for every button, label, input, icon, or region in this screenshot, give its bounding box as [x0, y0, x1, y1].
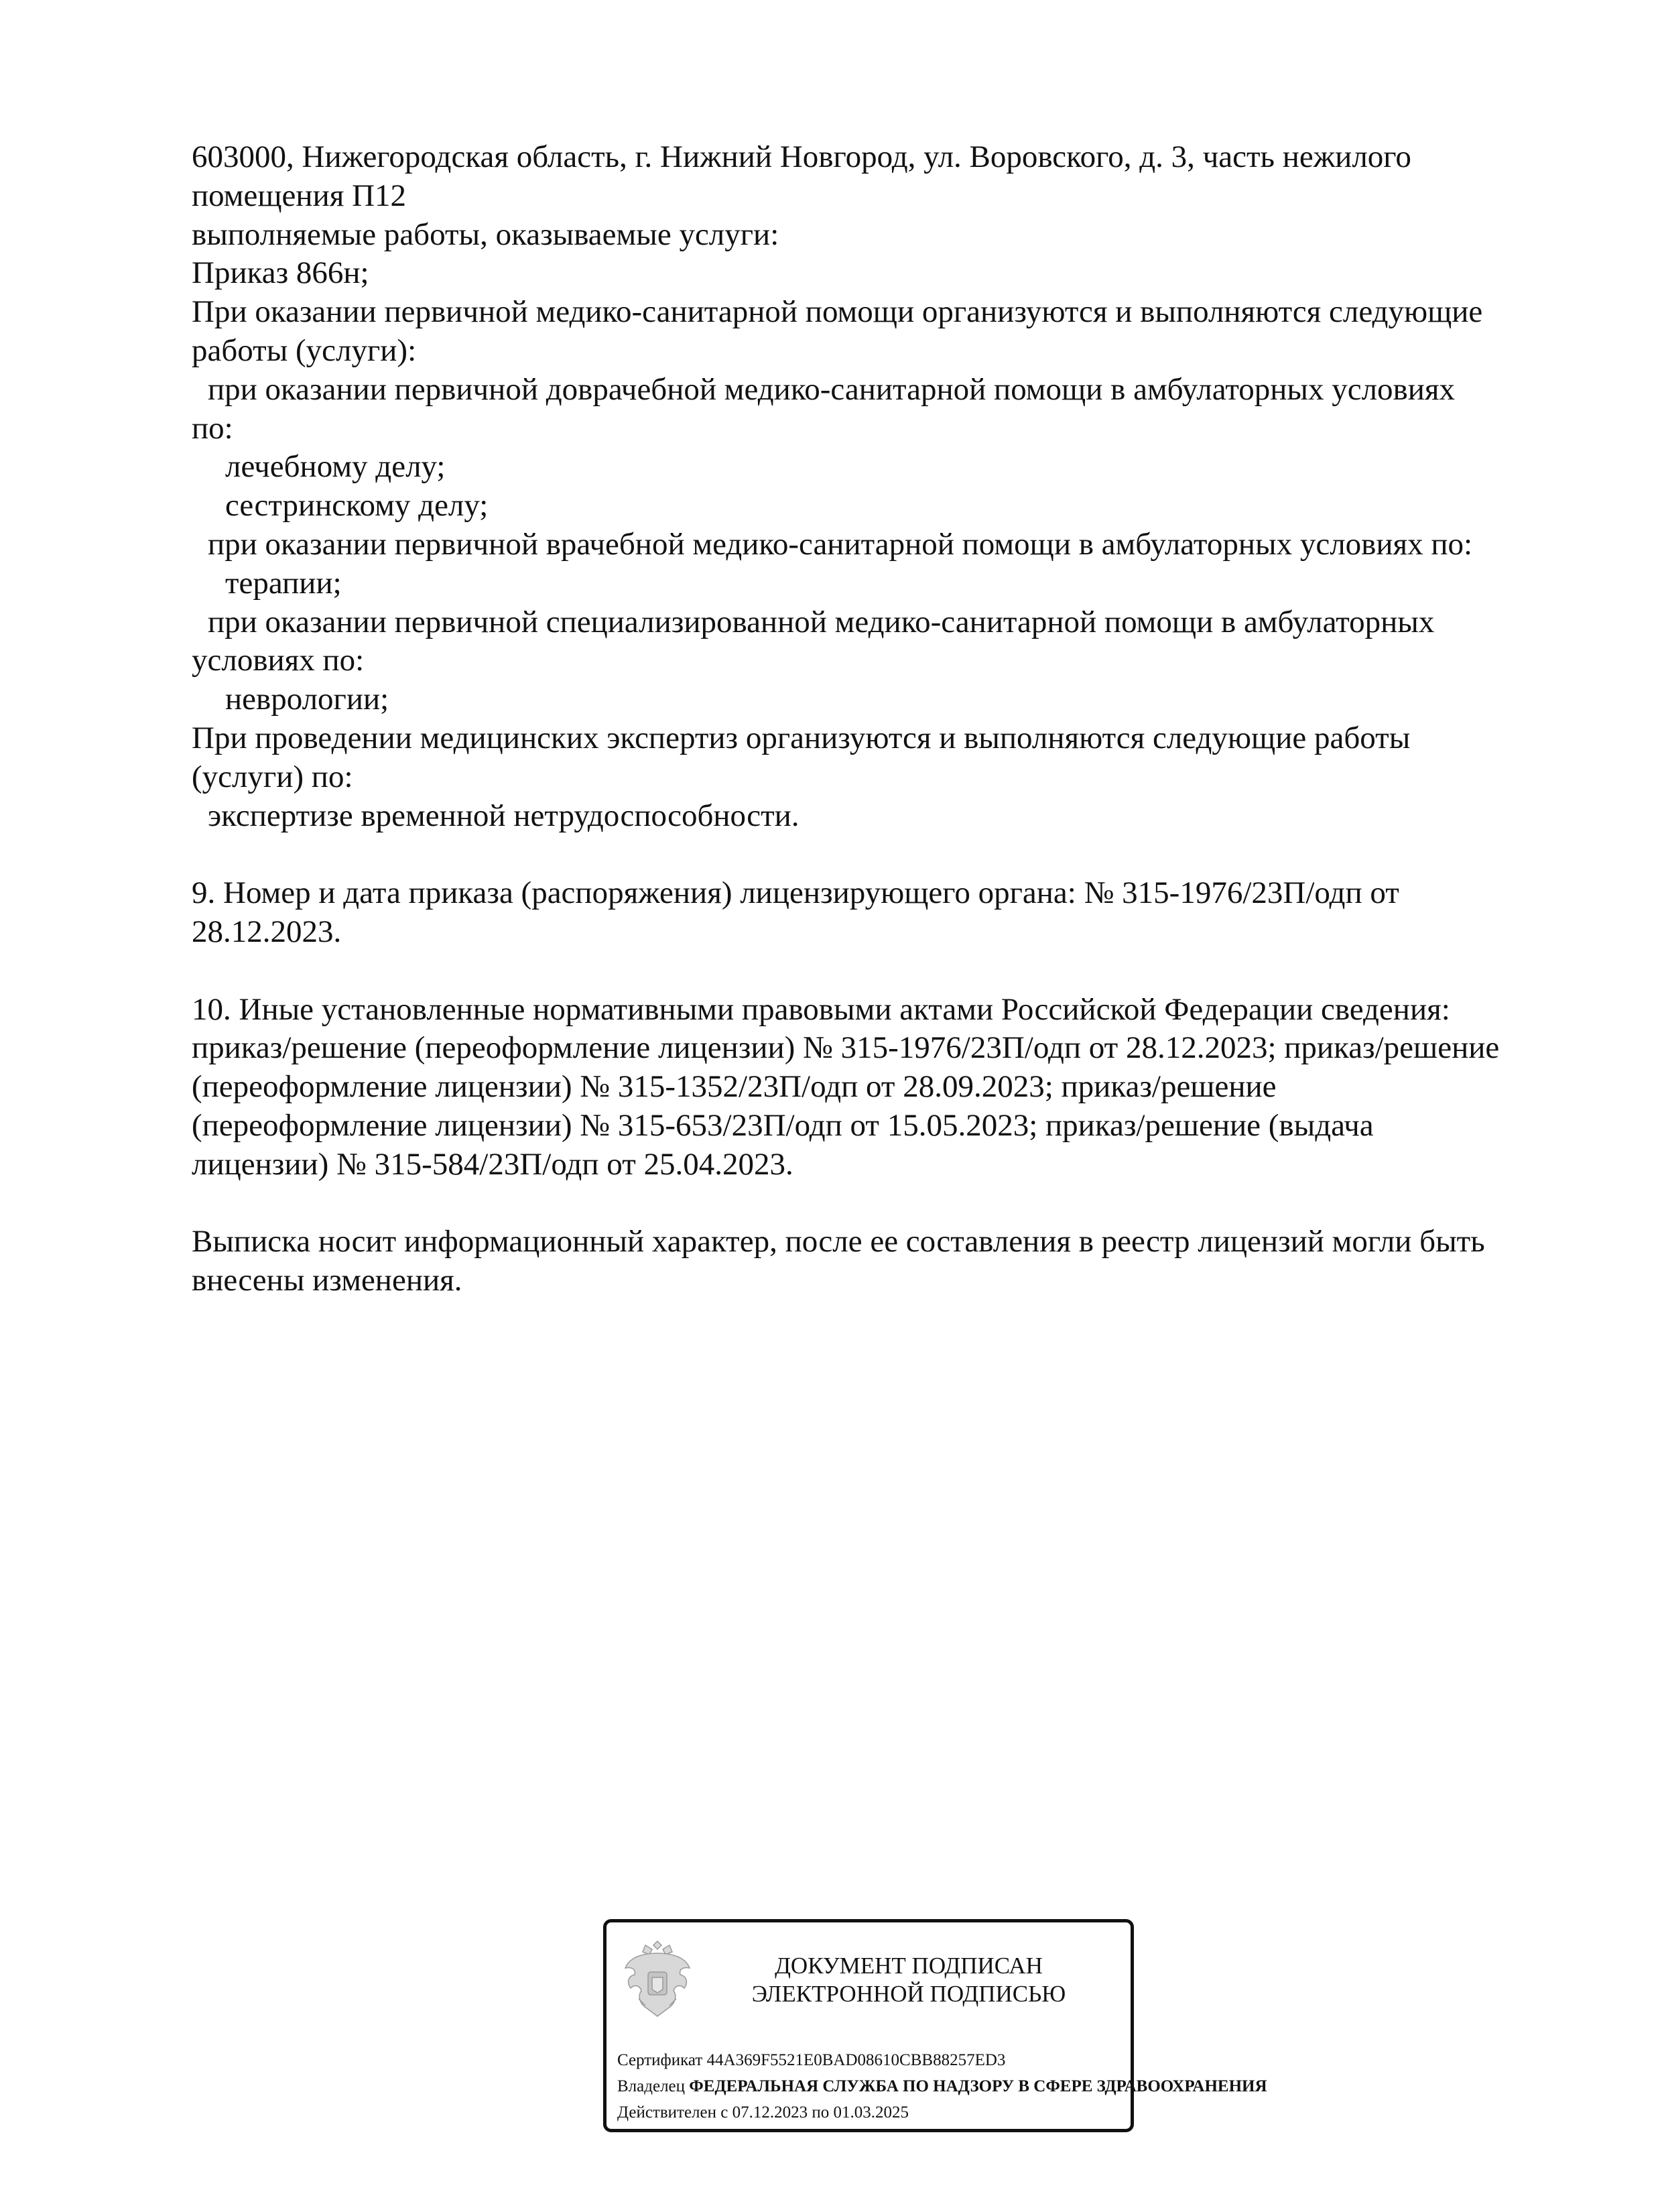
stamp-title-line2: ЭЛЕКТРОННОЙ ПОДПИСЬЮ	[751, 1981, 1066, 2007]
blank-line	[192, 952, 1572, 991]
text-line: 9. Номер и дата приказа (распоряжения) лицензирующего органа: № 315-1976/23П/одп от	[192, 875, 1399, 911]
stamp-details	[617, 2047, 1267, 2126]
russian-coat-of-arms-icon	[623, 1934, 692, 2019]
text-line: работы (услуги):	[192, 332, 417, 368]
stamp-title-line1: ДОКУМЕНТ ПОДПИСАН	[775, 1953, 1043, 1979]
text-line: выполняемые работы, оказываемые услуги:	[192, 217, 779, 252]
text-line: (переоформление лицензии) № 315-1352/23П/одп от 28.09.2023; приказ/решение	[192, 1069, 1277, 1105]
text-line: При проведении медицинских экспертиз организуются и выполняются следующие работы	[192, 720, 1411, 755]
certificate-value: 44A369F5521E0BAD08610CBB88257ED3	[706, 2051, 1006, 2069]
text-line: сестринскому делу;	[225, 488, 489, 524]
text-line: по:	[192, 410, 233, 446]
text-line: неврологии;	[225, 682, 389, 717]
validity-text: Действителен с 07.12.2023 по 01.03.2025	[617, 2103, 909, 2122]
document-body	[192, 138, 1572, 1300]
blank-line	[192, 835, 1572, 874]
text-line: помещения П12	[192, 178, 407, 213]
text-line: Приказ 866н;	[192, 255, 369, 291]
text-line: внесены изменения.	[192, 1263, 462, 1298]
certificate-row	[617, 2047, 1194, 2073]
text-line: экспертизе временной нетрудоспособности.	[208, 798, 800, 833]
text-line: при оказании первичной доврачебной медико-санитарной помощи в амбулаторных условиях	[208, 371, 1456, 407]
text-line: 603000, Нижегородская область, г. Нижний Новгород, ул. Воровского, д. 3, часть нежилого	[192, 139, 1411, 174]
text-line: (переоформление лицензии) № 315-653/23П/одп от 15.05.2023; приказ/решение (выдача	[192, 1107, 1374, 1143]
text-line: При оказании первичной медико-санитарной помощи организуются и выполняются следующие	[192, 294, 1483, 330]
stamp-title	[700, 1952, 1117, 2008]
text-line: при оказании первичной врачебной медико-санитарной помощи в амбулаторных условиях по:	[208, 526, 1473, 562]
text-line: (услуги) по:	[192, 759, 353, 794]
owner-value: ФЕДЕРАЛЬНАЯ СЛУЖБА ПО НАДЗОРУ В СФЕРЕ ЗДРАВООХРАНЕНИЯ	[689, 2077, 1267, 2095]
blank-line	[192, 1184, 1572, 1223]
text-line: Выписка носит информационный характер, после ее составления в реестр лицензий могли быть	[192, 1224, 1485, 1259]
text-line: 28.12.2023.	[192, 914, 342, 949]
text-line: терапии;	[225, 565, 342, 601]
owner-label: Владелец	[617, 2077, 686, 2095]
text-line: приказ/решение (переоформление лицензии) № 315-1976/23П/одп от 28.12.2023; приказ/решение	[192, 1030, 1500, 1066]
certificate-label: Сертификат	[617, 2051, 703, 2069]
text-line: лицензии) № 315-584/23П/одп от 25.04.2023.	[192, 1146, 793, 1182]
validity-row	[617, 2099, 1194, 2126]
electronic-signature-stamp	[603, 1919, 1267, 2132]
text-line: при оказании первичной специализированной медико-санитарной помощи в амбулаторных	[208, 604, 1435, 639]
text-line: 10. Иные установленные нормативными правовыми актами Российской Федерации сведения:	[192, 991, 1450, 1027]
text-line: условиях по:	[192, 643, 365, 678]
owner-row	[617, 2073, 1267, 2099]
text-line: лечебному делу;	[225, 449, 446, 485]
